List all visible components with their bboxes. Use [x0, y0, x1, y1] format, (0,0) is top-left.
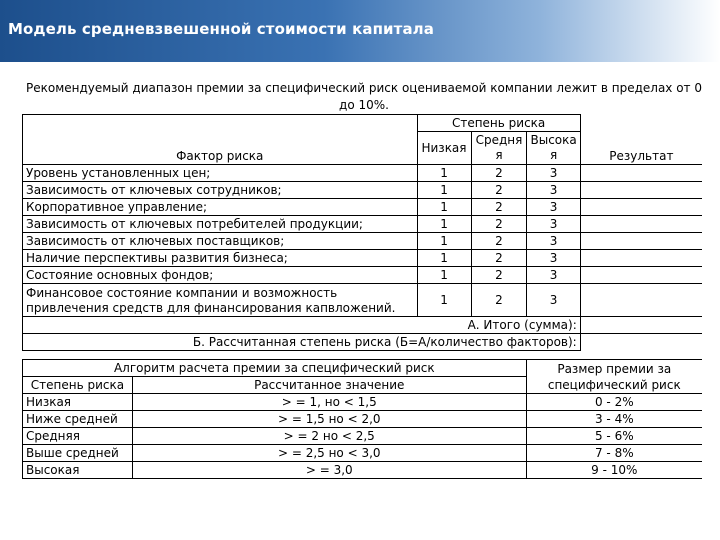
degree-cell: Выше средней — [23, 445, 133, 462]
table-row — [23, 165, 703, 182]
table-row — [23, 394, 703, 411]
table-row — [23, 462, 703, 479]
degree-cell: Средняя — [23, 428, 133, 445]
calculated-value-header: Рассчитанное значение — [132, 377, 526, 394]
degree-cell: Ниже средней — [23, 411, 133, 428]
score-medium: 2 — [471, 250, 527, 267]
score-medium: 2 — [471, 233, 527, 250]
factor-label: Зависимость от ключевых поставщиков; — [23, 233, 418, 250]
value-cell: > = 2,5 но < 3,0 — [132, 445, 526, 462]
result-cell — [580, 216, 702, 233]
result-cell — [580, 267, 702, 284]
result-header: Результат — [580, 132, 702, 165]
premium-size-header: Размер премии за специфический риск — [526, 360, 702, 394]
result-cell — [580, 199, 702, 216]
score-high: 3 — [527, 250, 580, 267]
risk-degree-group-header: Степень риска — [417, 115, 580, 132]
premium-cell: 0 - 2% — [526, 394, 702, 411]
result-header-blank — [580, 115, 702, 132]
premium-cell: 5 - 6% — [526, 428, 702, 445]
level-header-high: Высока я — [527, 132, 580, 165]
score-high: 3 — [527, 165, 580, 182]
degree-cell: Высокая — [23, 462, 133, 479]
degree-header: Степень риска — [23, 377, 133, 394]
score-low: 1 — [417, 199, 471, 216]
score-low: 1 — [417, 165, 471, 182]
score-high: 3 — [527, 216, 580, 233]
score-low: 1 — [417, 267, 471, 284]
level-header-medium: Средня я — [471, 132, 527, 165]
premium-cell: 7 - 8% — [526, 445, 702, 462]
score-medium: 2 — [471, 182, 527, 199]
level-header-low: Низкая — [417, 132, 471, 165]
score-high: 3 — [527, 284, 580, 317]
value-cell: > = 3,0 — [132, 462, 526, 479]
degree-cell: Низкая — [23, 394, 133, 411]
calculated-degree-value — [580, 334, 702, 351]
value-cell: > = 2 но < 2,5 — [132, 428, 526, 445]
table-row — [23, 216, 703, 233]
score-low: 1 — [417, 284, 471, 317]
score-high: 3 — [527, 233, 580, 250]
title-banner — [0, 0, 720, 62]
premium-algorithm-table — [22, 359, 702, 479]
table-row — [23, 250, 703, 267]
score-low: 1 — [417, 233, 471, 250]
table-row — [23, 411, 703, 428]
value-cell: > = 1, но < 1,5 — [132, 394, 526, 411]
score-high: 3 — [527, 199, 580, 216]
factor-label: Состояние основных фондов; — [23, 267, 418, 284]
factor-label: Корпоративное управление; — [23, 199, 418, 216]
factor-label: Финансовое состояние компании и возможность привлечения средств для финансирования капвложений. — [23, 284, 418, 317]
result-cell — [580, 165, 702, 182]
table-row — [23, 428, 703, 445]
table-row — [23, 284, 703, 317]
score-low: 1 — [417, 250, 471, 267]
result-cell — [580, 182, 702, 199]
premium-table-title: Алгоритм расчета премии за специфический риск — [23, 360, 527, 377]
score-high: 3 — [527, 182, 580, 199]
score-high: 3 — [527, 267, 580, 284]
table-row — [23, 182, 703, 199]
value-cell: > = 1,5 но < 2,0 — [132, 411, 526, 428]
intro-text: Рекомендуемый диапазон премии за специфический риск оцениваемой компании лежит в пределах от 0 до 10%. — [25, 81, 702, 112]
slide-title: Модель средневзвешенной стоимости капитала — [8, 20, 434, 38]
result-cell — [580, 250, 702, 267]
score-medium: 2 — [471, 267, 527, 284]
factor-header-blank — [23, 115, 418, 132]
score-medium: 2 — [471, 284, 527, 317]
table-row — [23, 445, 703, 462]
result-cell — [580, 284, 702, 317]
score-medium: 2 — [471, 216, 527, 233]
result-cell — [580, 233, 702, 250]
premium-cell: 3 - 4% — [526, 411, 702, 428]
factor-label: Наличие перспективы развития бизнеса; — [23, 250, 418, 267]
score-low: 1 — [417, 216, 471, 233]
score-medium: 2 — [471, 165, 527, 182]
risk-factor-table — [22, 114, 702, 351]
score-low: 1 — [417, 182, 471, 199]
score-medium: 2 — [471, 199, 527, 216]
total-sum-label: А. Итого (сумма): — [23, 317, 581, 334]
table-row — [23, 199, 703, 216]
calculated-degree-label: Б. Рассчитанная степень риска (Б=А/количество факторов): — [23, 334, 581, 351]
factor-label: Уровень установленных цен; — [23, 165, 418, 182]
premium-cell: 9 - 10% — [526, 462, 702, 479]
table-row — [23, 233, 703, 250]
total-sum-value — [580, 317, 702, 334]
factor-label: Зависимость от ключевых сотрудников; — [23, 182, 418, 199]
factor-header: Фактор риска — [23, 132, 418, 165]
table-row — [23, 267, 703, 284]
factor-label: Зависимость от ключевых потребителей продукции; — [23, 216, 418, 233]
